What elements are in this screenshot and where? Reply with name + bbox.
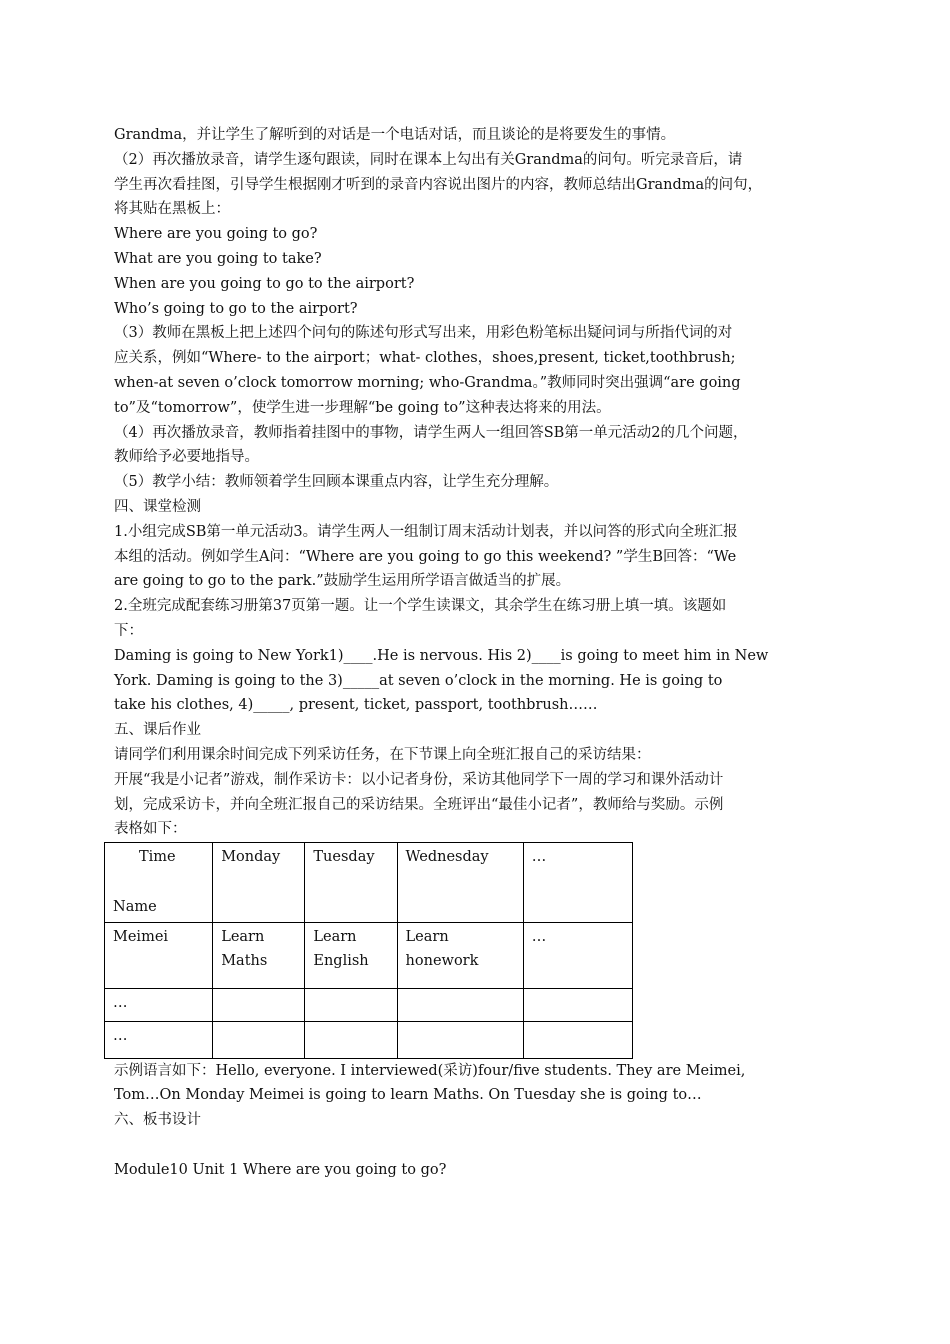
- empty-cell: [213, 1021, 305, 1058]
- row-name-cell: Meimei: [105, 922, 213, 988]
- text-line: （2）再次播放录音，请学生逐句跟读，同时在课本上勾出有关Grandma的问句。听完录音后，请: [114, 151, 743, 168]
- text-line: 本组的活动。例如学生A问：“Where are you going to go this weekend? ”学生B回答：“We: [114, 548, 737, 565]
- text-line: are going to go to the park.”鼓励学生运用所学语言做适当的扩展。: [114, 573, 571, 590]
- section-heading: 四、课堂检测: [114, 498, 201, 515]
- row-name-cell: …: [105, 988, 213, 1021]
- empty-cell: [523, 988, 632, 1021]
- text-line: 开展“我是小记者”游戏，制作采访卡：以小记者身份，采访其他同学下一周的学习和课外活动计: [114, 771, 724, 788]
- name-label: Name: [113, 898, 157, 915]
- document-page: [114, 123, 844, 1182]
- table-row: [105, 988, 633, 1021]
- text-line: Tom…On Monday Meimei is going to learn Maths. On Tuesday she is going to…: [114, 1087, 702, 1104]
- empty-cell: [213, 988, 305, 1021]
- section-heading: 五、课后作业: [114, 722, 201, 739]
- header-more: …: [523, 843, 632, 922]
- header-monday: Monday: [213, 843, 305, 922]
- body-text-top: [114, 123, 844, 842]
- time-name-header-cell: [105, 843, 213, 922]
- body-text-bottom: [114, 1059, 844, 1183]
- text-line: 请同学们利用课余时间完成下列采访任务，在下节课上向全班汇报自己的采访结果：: [114, 746, 651, 763]
- cell-text: English: [313, 953, 369, 970]
- text-line: 教师给予必要地指导。: [114, 449, 259, 466]
- cell-text: Maths: [221, 953, 268, 970]
- more-cell: …: [523, 922, 632, 988]
- question-line: What are you going to take?: [114, 250, 322, 267]
- row-name-cell: …: [105, 1021, 213, 1058]
- table-row: [105, 922, 633, 988]
- text-line: when-at seven o’clock tomorrow morning; who-Grandma。”教师同时突出强调“are going: [114, 374, 741, 391]
- text-line: 应关系，例如“Where- to the airport；what- clothes，shoes,present, ticket,toothbrush;: [114, 350, 736, 367]
- exercise-line: York. Daming is going to the 3)_____at seven o’clock in the morning. He is going to: [114, 672, 723, 689]
- question-line: Where are you going to go?: [114, 226, 318, 243]
- text-line: 划，完成采访卡，并向全班汇报自己的采访结果。全班评出“最佳小记者”，教师给与奖励。示例: [114, 796, 724, 813]
- table-header-row: [105, 843, 633, 922]
- time-label: Time: [139, 849, 176, 866]
- empty-cell: [397, 1021, 523, 1058]
- text-line: to”及“tomorrow”，使学生进一步理解“be going to”这种表达将来的用法。: [114, 399, 611, 416]
- text-line: 表格如下：: [114, 821, 187, 838]
- text-line: 下：: [114, 622, 143, 639]
- monday-cell: [213, 922, 305, 988]
- interview-card-table: [104, 842, 633, 1058]
- cell-text: Learn: [405, 928, 449, 945]
- empty-cell: [305, 1021, 397, 1058]
- exercise-line: Daming is going to New York1)____.He is nervous. His 2)____is going to meet him in New: [114, 647, 769, 664]
- table-row: [105, 1021, 633, 1058]
- text-line: 2.全班完成配套练习册第37页第一题。让一个学生读课文，其余学生在练习册上填一填。该题如: [114, 598, 727, 615]
- tuesday-cell: [305, 922, 397, 988]
- section-heading: 六、板书设计: [114, 1112, 201, 1129]
- empty-cell: [305, 988, 397, 1021]
- text-line: （5）教学小结：教师领着学生回顾本课重点内容，让学生充分理解。: [114, 474, 559, 491]
- wednesday-cell: [397, 922, 523, 988]
- header-tuesday: Tuesday: [305, 843, 397, 922]
- cell-text: Learn: [313, 928, 357, 945]
- cell-text: Learn: [221, 928, 265, 945]
- header-wednesday: Wednesday: [397, 843, 523, 922]
- question-line: Who’s going to go to the airport?: [114, 300, 358, 317]
- board-title: Module10 Unit 1 Where are you going to go?: [114, 1161, 447, 1178]
- cell-text: honework: [405, 953, 479, 970]
- exercise-line: take his clothes, 4)_____, present, ticket, passport, toothbrush……: [114, 697, 598, 714]
- text-line: （4）再次播放录音，教师指着挂图中的事物，请学生两人一组回答SB第一单元活动2的几个问题，: [114, 424, 748, 441]
- text-line: 1.小组完成SB第一单元活动3。请学生两人一组制订周末活动计划表，并以问答的形式向全班汇报: [114, 523, 738, 540]
- text-line: 将其贴在黑板上：: [114, 201, 230, 218]
- text-line: 示例语言如下：Hello, everyone. I interviewed(采访)four/five students. They are Meimei,: [114, 1062, 746, 1079]
- text-line: 学生再次看挂图，引导学生根据刚才听到的录音内容说出图片的内容，教师总结出Grandma的问句，: [114, 176, 763, 193]
- blank-line: [114, 1133, 844, 1158]
- empty-cell: [397, 988, 523, 1021]
- text-line: （3）教师在黑板上把上述四个问句的陈述句形式写出来，用彩色粉笔标出疑问词与所指代词的对: [114, 325, 733, 342]
- text-line: Grandma，并让学生了解听到的对话是一个电话对话，而且谈论的是将要发生的事情。: [114, 127, 676, 143]
- empty-cell: [523, 1021, 632, 1058]
- question-line: When are you going to go to the airport?: [114, 275, 415, 292]
